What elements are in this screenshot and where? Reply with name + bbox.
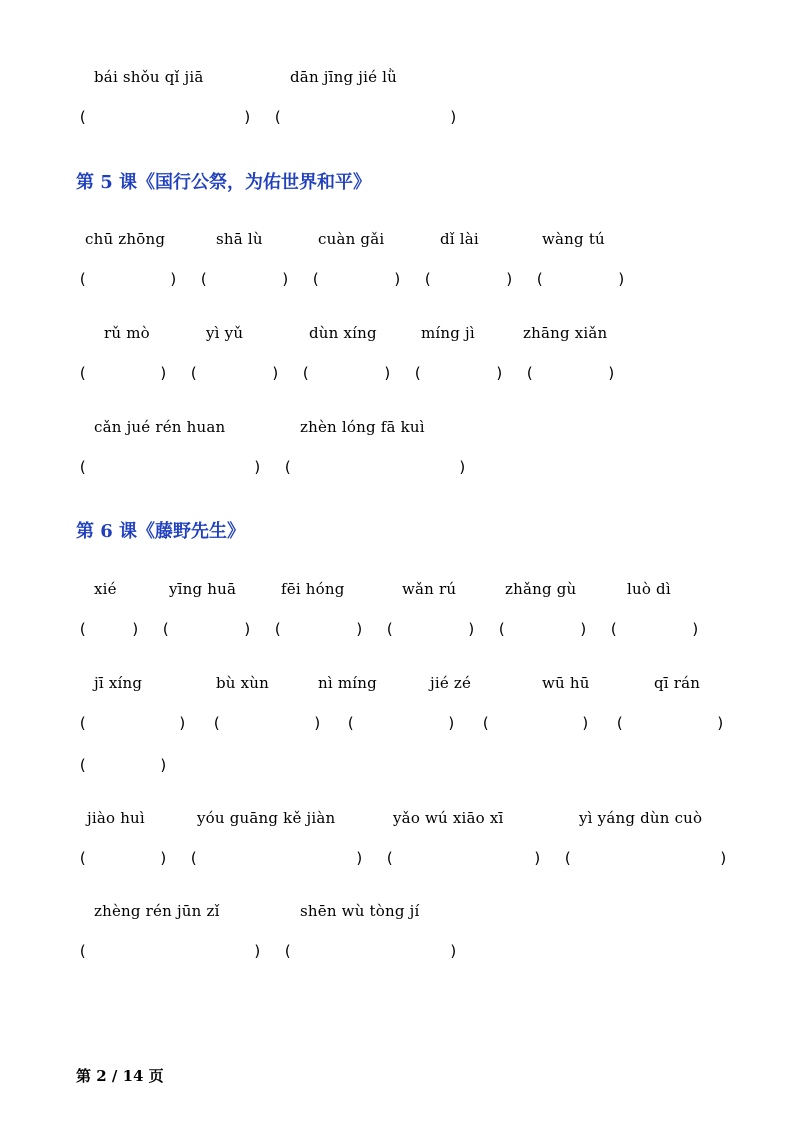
answer-paren-close: ) — [253, 942, 263, 960]
pinyin-item: dān jīng jié lǜ — [290, 68, 398, 86]
answer-paren-open: ( — [346, 714, 356, 732]
pinyin-item: zhèn lóng fā kuì — [300, 418, 425, 436]
answer-paren-close: ) — [243, 108, 253, 126]
answer-paren-close: ) — [447, 714, 457, 732]
pinyin-item: cuàn gǎi — [318, 230, 385, 248]
pinyin-item: jié zé — [430, 674, 472, 692]
answer-paren-close: ) — [617, 270, 627, 288]
answer-paren-open: ( — [78, 458, 88, 476]
answer-paren-close: ) — [505, 270, 515, 288]
answer-paren-close: ) — [178, 714, 188, 732]
pinyin-item: cǎn jué rén huan — [94, 418, 226, 436]
answer-paren-open: ( — [283, 942, 293, 960]
answer-paren-close: ) — [716, 714, 726, 732]
answer-paren-open: ( — [189, 364, 199, 382]
pinyin-item: yóu guāng kě jiàn — [197, 809, 336, 827]
pinyin-item: jiào huì — [87, 809, 145, 827]
pinyin-item: rǔ mò — [104, 324, 150, 342]
answer-paren-close: ) — [243, 620, 253, 638]
pinyin-item: qī rán — [654, 674, 701, 692]
pinyin-item: yīng huā — [169, 580, 237, 598]
pinyin-item: bái shǒu qǐ jiā — [94, 68, 204, 86]
pinyin-item: yì yǔ — [206, 324, 244, 342]
answer-paren-close: ) — [691, 620, 701, 638]
answer-paren-close: ) — [579, 620, 589, 638]
answer-paren-open: ( — [78, 270, 88, 288]
answer-paren-open: ( — [423, 270, 433, 288]
answer-paren-close: ) — [355, 849, 365, 867]
answer-paren-open: ( — [311, 270, 321, 288]
answer-paren-open: ( — [78, 942, 88, 960]
pinyin-item: jī xíng — [94, 674, 143, 692]
pinyin-item: dùn xíng — [309, 324, 377, 342]
answer-paren-open: ( — [161, 620, 171, 638]
answer-paren-close: ) — [131, 620, 141, 638]
pinyin-item: yì yáng dùn cuò — [579, 809, 703, 827]
answer-paren-close: ) — [271, 364, 281, 382]
lesson-heading: 第 5 课《国行公祭，为佑世界和平》 — [76, 172, 372, 193]
answer-paren-close: ) — [253, 458, 263, 476]
answer-paren-close: ) — [495, 364, 505, 382]
answer-paren-open: ( — [78, 756, 88, 774]
answer-paren-open: ( — [535, 270, 545, 288]
pinyin-item: zhǎng gù — [505, 580, 577, 598]
answer-paren-open: ( — [413, 364, 423, 382]
pinyin-item: bù xùn — [216, 674, 270, 692]
pinyin-item: xié — [94, 580, 117, 598]
pinyin-item: shā lù — [216, 230, 263, 248]
answer-paren-close: ) — [449, 942, 459, 960]
answer-paren-close: ) — [607, 364, 617, 382]
answer-paren-close: ) — [458, 458, 468, 476]
answer-paren-open: ( — [78, 364, 88, 382]
answer-paren-close: ) — [581, 714, 591, 732]
answer-paren-open: ( — [481, 714, 491, 732]
answer-paren-open: ( — [385, 849, 395, 867]
answer-paren-open: ( — [283, 458, 293, 476]
answer-paren-open: ( — [385, 620, 395, 638]
answer-paren-close: ) — [393, 270, 403, 288]
pinyin-item: luò dì — [627, 580, 671, 598]
answer-paren-open: ( — [78, 714, 88, 732]
pinyin-item: shēn wù tòng jí — [300, 902, 420, 920]
answer-paren-close: ) — [383, 364, 393, 382]
answer-paren-close: ) — [533, 849, 543, 867]
pinyin-item: nì míng — [318, 674, 377, 692]
answer-paren-open: ( — [273, 108, 283, 126]
answer-paren-close: ) — [169, 270, 179, 288]
pinyin-item: wū hū — [542, 674, 590, 692]
pinyin-item: chū zhōng — [85, 230, 166, 248]
answer-paren-open: ( — [609, 620, 619, 638]
pinyin-item: zhāng xiǎn — [523, 324, 608, 342]
answer-paren-open: ( — [615, 714, 625, 732]
pinyin-item: zhèng rén jūn zǐ — [94, 902, 220, 920]
answer-paren-open: ( — [273, 620, 283, 638]
answer-paren-close: ) — [467, 620, 477, 638]
pinyin-item: míng jì — [421, 324, 475, 342]
answer-paren-close: ) — [313, 714, 323, 732]
answer-paren-close: ) — [281, 270, 291, 288]
pinyin-item: wàng tú — [542, 230, 605, 248]
answer-paren-open: ( — [78, 108, 88, 126]
pinyin-item: yǎo wú xiāo xī — [393, 809, 504, 827]
lesson-heading: 第 6 课《藤野先生》 — [76, 521, 246, 542]
answer-paren-close: ) — [159, 756, 169, 774]
answer-paren-close: ) — [159, 364, 169, 382]
answer-paren-close: ) — [159, 849, 169, 867]
answer-paren-open: ( — [78, 849, 88, 867]
answer-paren-open: ( — [563, 849, 573, 867]
answer-paren-open: ( — [78, 620, 88, 638]
answer-paren-close: ) — [355, 620, 365, 638]
answer-paren-close: ) — [719, 849, 729, 867]
answer-paren-open: ( — [212, 714, 222, 732]
answer-paren-open: ( — [189, 849, 199, 867]
answer-paren-open: ( — [525, 364, 535, 382]
pinyin-item: dǐ lài — [440, 230, 479, 248]
pinyin-item: wǎn rú — [402, 580, 457, 598]
answer-paren-close: ) — [449, 108, 459, 126]
answer-paren-open: ( — [199, 270, 209, 288]
pinyin-item: fēi hóng — [281, 580, 345, 598]
answer-paren-open: ( — [497, 620, 507, 638]
page-number: 第 2 / 14 页 — [76, 1067, 164, 1085]
answer-paren-open: ( — [301, 364, 311, 382]
